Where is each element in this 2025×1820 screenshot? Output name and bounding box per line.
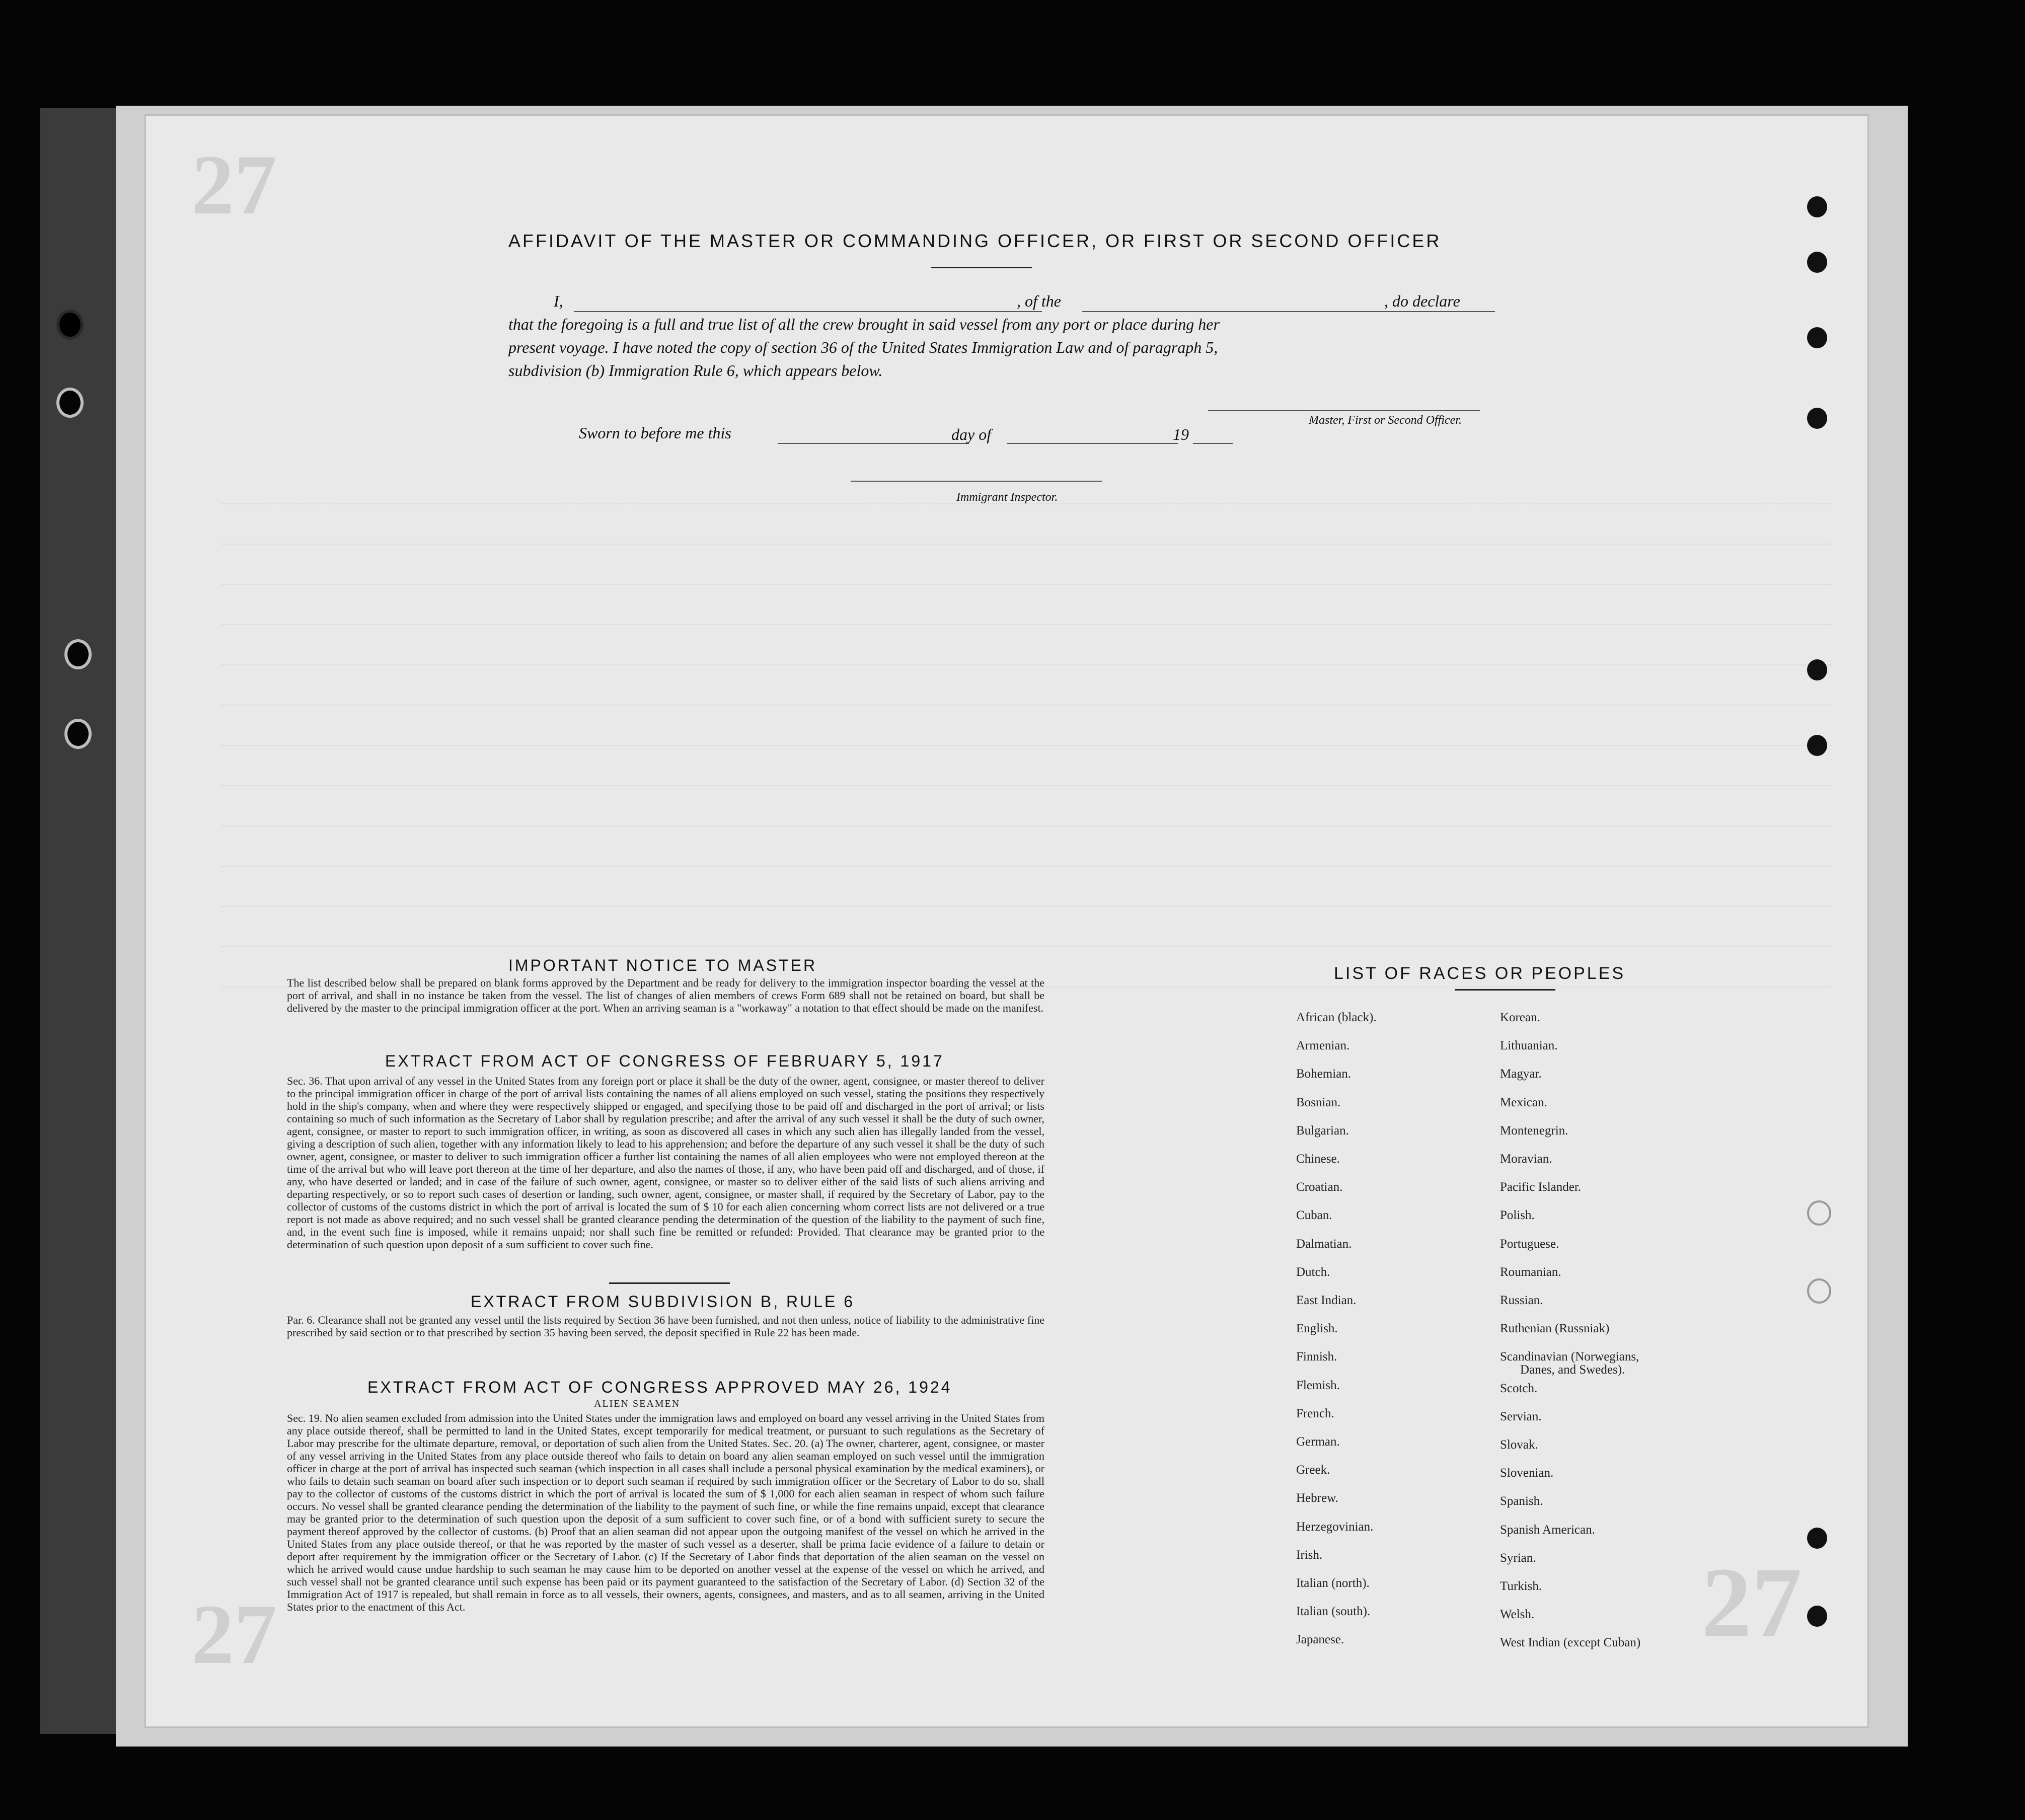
- race-item: Finnish.: [1296, 1350, 1337, 1364]
- binder-hole: [56, 310, 84, 340]
- race-item: Chinese.: [1296, 1152, 1340, 1166]
- race-item: Bosnian.: [1296, 1095, 1341, 1109]
- page-number-bottom-left: 27: [191, 1587, 277, 1682]
- ghost-row: [221, 785, 1832, 787]
- master-label: Master, First or Second Officer.: [1309, 414, 1462, 427]
- extract-rule6-body: Par. 6. Clearance shall not be granted any vessel until the lists required by Section 36 have been furnished, and not then unless, notice of liability to the administrative fine prescribed by said section or to that prescribed by section 35 having been served, the deposit specified in Rule 22 has been made.: [287, 1314, 1044, 1339]
- races-title: LIST OF RACES OR PEOPLES: [1334, 964, 1626, 983]
- extract-1917-body: Sec. 36. That upon arrival of any vessel in the United States from any foreign port or place it shall be the duty of the owner, agent, consignee, or master thereof to deliver to the principal immigration officer in charge of the port of arrival lists containing the names of all aliens employed on such vessel, stating the positions they respectively hold in the ship's company, when and where they were respectively shipped or engaged, and specifying those to be paid off and discharged in the port of arrival; or lists containing so much of such information as the Secretary of Labor shall by regulation prescribe; and after the arrival of any such vessel it shall be the duty of such owner, agent, consignee, or master to report to such immigration officer, in writing, as soon as discovered all cases in which any such alien has illegally landed from the vessel, giving a description of such alien, together with any information likely to lead to his apprehension; and before the departure of any such vessel it shall be the duty of such owner, agent, consignee, or master to deliver to such immigration officer a further list containing the names of all alien employees who were not employed thereon at the time of the arrival but who will leave port thereon at the time of her departure, and also the names of those, if any, who have been paid off and discharged, and of those, if any, who have deserted or landed; and in case of the failure of such owner, agent, consignee, or master so to deliver either of the said lists of such aliens arriving and departing respectively, or so to report such cases of desertion or landing, such owner, agent, consignee, or master shall, if required by the Secretary of Labor, pay to the collector of customs of the customs district in which the port of arrival is located the sum of $ 10 for each alien concerning whom correct lists are not delivered or a true report is not made as above required; and no such vessel shall be granted clearance pending the determination of the question of the liability to the payment of such fine, and, in the event such fine is imposed, while it remains unpaid; nor shall such fine be remitted or refunded: Provided. That clearance may be granted prior to the determination of such question upon deposit of a sum sufficient to cover such fine.: [287, 1075, 1044, 1251]
- race-item: Herzegovinian.: [1296, 1520, 1374, 1534]
- race-item: Slovenian.: [1500, 1466, 1554, 1480]
- race-item: Slovak.: [1500, 1438, 1538, 1452]
- race-item: Bohemian.: [1296, 1067, 1352, 1081]
- month-blank[interactable]: [1007, 443, 1178, 444]
- extract-1917-title: EXTRACT FROM ACT OF CONGRESS OF FEBRUARY 5, 1917: [385, 1052, 944, 1070]
- divider: [609, 1282, 730, 1284]
- race-item: Cuban.: [1296, 1208, 1332, 1223]
- race-item: East Indian.: [1296, 1294, 1357, 1307]
- punch-hole: [1807, 1200, 1831, 1226]
- race-item: Roumanian.: [1500, 1265, 1561, 1279]
- race-item: Armenian.: [1296, 1039, 1350, 1053]
- sworn-text: Sworn to before me this: [579, 424, 731, 442]
- race-item: Danes, and Swedes).: [1520, 1363, 1625, 1377]
- binder-hole: [56, 388, 84, 418]
- race-item: Korean.: [1500, 1011, 1540, 1024]
- punch-hole: [1807, 327, 1827, 348]
- race-item: Moravian.: [1500, 1152, 1552, 1166]
- ghost-row: [221, 664, 1832, 666]
- race-item: Turkish.: [1500, 1579, 1542, 1593]
- ghost-row: [221, 745, 1832, 747]
- race-item: Dutch.: [1296, 1265, 1330, 1279]
- punch-hole: [1807, 1528, 1827, 1549]
- ghost-row: [221, 544, 1832, 546]
- race-item: Scandinavian (Norwegians,: [1500, 1350, 1639, 1364]
- inspector-label: Immigrant Inspector.: [956, 491, 1058, 504]
- affidavit-line-3: present voyage. I have noted the copy of section 36 of the United States Immigration Law and of paragraph 5,: [508, 338, 1218, 356]
- race-item: Syrian.: [1500, 1551, 1536, 1565]
- race-item: Lithuanian.: [1500, 1039, 1558, 1053]
- affidavit-do-declare: , do declare: [1384, 292, 1460, 310]
- year-prefix: 19: [1173, 425, 1189, 443]
- ghost-row: [221, 624, 1832, 626]
- race-item: French.: [1296, 1406, 1334, 1420]
- master-signature-blank[interactable]: [1208, 410, 1480, 411]
- extract-1924-subtitle: ALIEN SEAMEN: [594, 1398, 681, 1409]
- ghost-row: [221, 946, 1832, 948]
- race-item: Italian (south).: [1296, 1605, 1371, 1619]
- punch-hole: [1807, 252, 1827, 273]
- race-item: English.: [1296, 1322, 1338, 1336]
- race-item: Portuguese.: [1500, 1237, 1559, 1251]
- ghost-row: [221, 825, 1832, 827]
- punch-hole: [1807, 196, 1827, 217]
- race-item: Servian.: [1500, 1409, 1542, 1423]
- race-item: Greek.: [1296, 1463, 1330, 1477]
- race-item: Bulgarian.: [1296, 1123, 1349, 1138]
- race-item: African (black).: [1296, 1011, 1377, 1024]
- race-item: Polish.: [1500, 1208, 1535, 1223]
- punch-hole: [1807, 1606, 1827, 1627]
- race-item: Pacific Islander.: [1500, 1180, 1582, 1194]
- race-item: Croatian.: [1296, 1180, 1343, 1194]
- ghost-row: [221, 866, 1832, 868]
- ghost-row: [221, 705, 1832, 707]
- page-number-top: 27: [191, 137, 277, 232]
- inspector-signature-blank[interactable]: [851, 481, 1102, 482]
- extract-1924-body: Sec. 19. No alien seamen excluded from admission into the United States under the immigration laws and employed on board any vessel arriving in the United States from any place outside thereof, shall be permitted to land in the United States, except temporarily for medical treatment, or pursuant to such regulations as the Secretary of Labor may prescribe for the ultimate departure, removal, or deportation of such alien from the United States. Sec. 20. (a) The owner, charterer, agent, consignee, or master of any vessel arriving in the United States from any place outside thereof who fails to detain on board any alien seaman employed on such vessel until the immigration officer in charge at the port of arrival has inspected such seaman (which inspection in all cases shall include a personal physical examination by the medical examiners), or who fails to detain such seaman on board after such inspection or to deport such seaman if required by such immigration officer or the Secretary of Labor to do so, shall pay to the collector of customs of the customs district in which the port of arrival is located the sum of $ 1,000 for each alien seaman in respect of whom such failure occurs. No vessel shall be granted clearance pending the determination of the liability to the payment of such fine, or while the fine remains unpaid, except that clearance may be granted prior to the determination of such question upon the deposit of a sum sufficient to cover such fine, or of a bond with sufficient surety to secure the payment thereof approved by the collector of customs. (b) Proof that an alien seaman did not appear upon the outgoing manifest of the vessel on which he arrived in the United States from any place outside thereof, or that he was reported by the master of such vessel as a deserter, shall be prima facie evidence of a failure to detain or deport after requirement by the immigration officer or the Secretary of Labor. (c) If the Secretary of Labor finds that deportation of the alien seaman on the vessel on which he arrived would cause undue hardship to such seaman he may cause him to be deported on another vessel at the expense of the vessel on which he arrived, and such vessel shall not be granted clearance until such expense has been paid or its payment guaranteed to the satisfaction of the Secretary of Labor. (d) Section 32 of the Immigration Act of 1917 is repealed, but shall remain in force as to all vessels, their owners, agents, consignees, and masters, and as to all seamen, arriving in the United States prior to the enactment of this Act.: [287, 1412, 1044, 1613]
- race-item: Welsh.: [1500, 1608, 1535, 1622]
- affidavit-line-4: subdivision (b) Immigration Rule 6, which appears below.: [508, 361, 883, 380]
- race-item: Ruthenian (Russniak): [1500, 1322, 1610, 1336]
- ghost-row: [221, 906, 1832, 908]
- race-item: Spanish American.: [1500, 1523, 1595, 1537]
- affidavit-title: AFFIDAVIT OF THE MASTER OR COMMANDING OFFICER, OR FIRST OR SECOND OFFICER: [508, 231, 1442, 251]
- sworn-day-blank[interactable]: [778, 443, 969, 444]
- page-number-bottom-right: 27: [1701, 1547, 1802, 1658]
- race-item: Magyar.: [1500, 1067, 1542, 1081]
- race-item: Spanish.: [1500, 1494, 1543, 1508]
- day-of-text: day of: [951, 425, 992, 443]
- punch-hole: [1807, 408, 1827, 429]
- punch-hole: [1807, 659, 1827, 680]
- notice-body: The list described below shall be prepared on blank forms approved by the Department and be ready for delivery to the immigration inspector boarding the vessel at the port of arrival, and shall in no instance be taken from the vessel. The list of changes of alien members of crews Form 689 shall not be retained on board, but shall be delivered by the master to the principal immigration officer at the port. When an arriving seaman is a "workaway" a notation to that effect should be made on the manifest.: [287, 976, 1044, 1014]
- race-item: Montenegrin.: [1500, 1123, 1568, 1138]
- divider: [931, 267, 1032, 268]
- race-item: Dalmatian.: [1296, 1237, 1352, 1251]
- binder-hole: [64, 719, 92, 749]
- affidavit-of-the: , of the: [1017, 292, 1061, 310]
- divider: [1455, 989, 1555, 991]
- affidavit-line-2: that the foregoing is a full and true list of all the crew brought in said vessel from any port or place during her: [508, 315, 1220, 333]
- vessel-blank[interactable]: [1082, 311, 1495, 312]
- race-item: Italian (north).: [1296, 1576, 1370, 1590]
- race-item: German.: [1296, 1435, 1340, 1449]
- race-item: Scotch.: [1500, 1381, 1538, 1395]
- race-item: Japanese.: [1296, 1633, 1344, 1647]
- race-item: West Indian (except Cuban): [1500, 1636, 1641, 1650]
- ghost-row: [221, 584, 1832, 586]
- race-item: Flemish.: [1296, 1378, 1340, 1392]
- notice-title: IMPORTANT NOTICE TO MASTER: [508, 956, 817, 974]
- manifest-page: [146, 116, 1867, 1726]
- race-item: Mexican.: [1500, 1095, 1547, 1109]
- punch-hole: [1807, 735, 1827, 756]
- affidavit-i: I,: [554, 292, 563, 310]
- extract-rule6-title: EXTRACT FROM SUBDIVISION B, RULE 6: [471, 1293, 855, 1311]
- race-item: Irish.: [1296, 1548, 1323, 1562]
- year-blank[interactable]: [1193, 443, 1233, 444]
- race-item: Russian.: [1500, 1294, 1543, 1307]
- name-blank[interactable]: [574, 311, 1042, 312]
- punch-hole: [1807, 1278, 1831, 1304]
- binder-hole: [64, 639, 92, 669]
- extract-1924-title: EXTRACT FROM ACT OF CONGRESS APPROVED MAY 26, 1924: [367, 1378, 952, 1396]
- race-item: Hebrew.: [1296, 1491, 1338, 1505]
